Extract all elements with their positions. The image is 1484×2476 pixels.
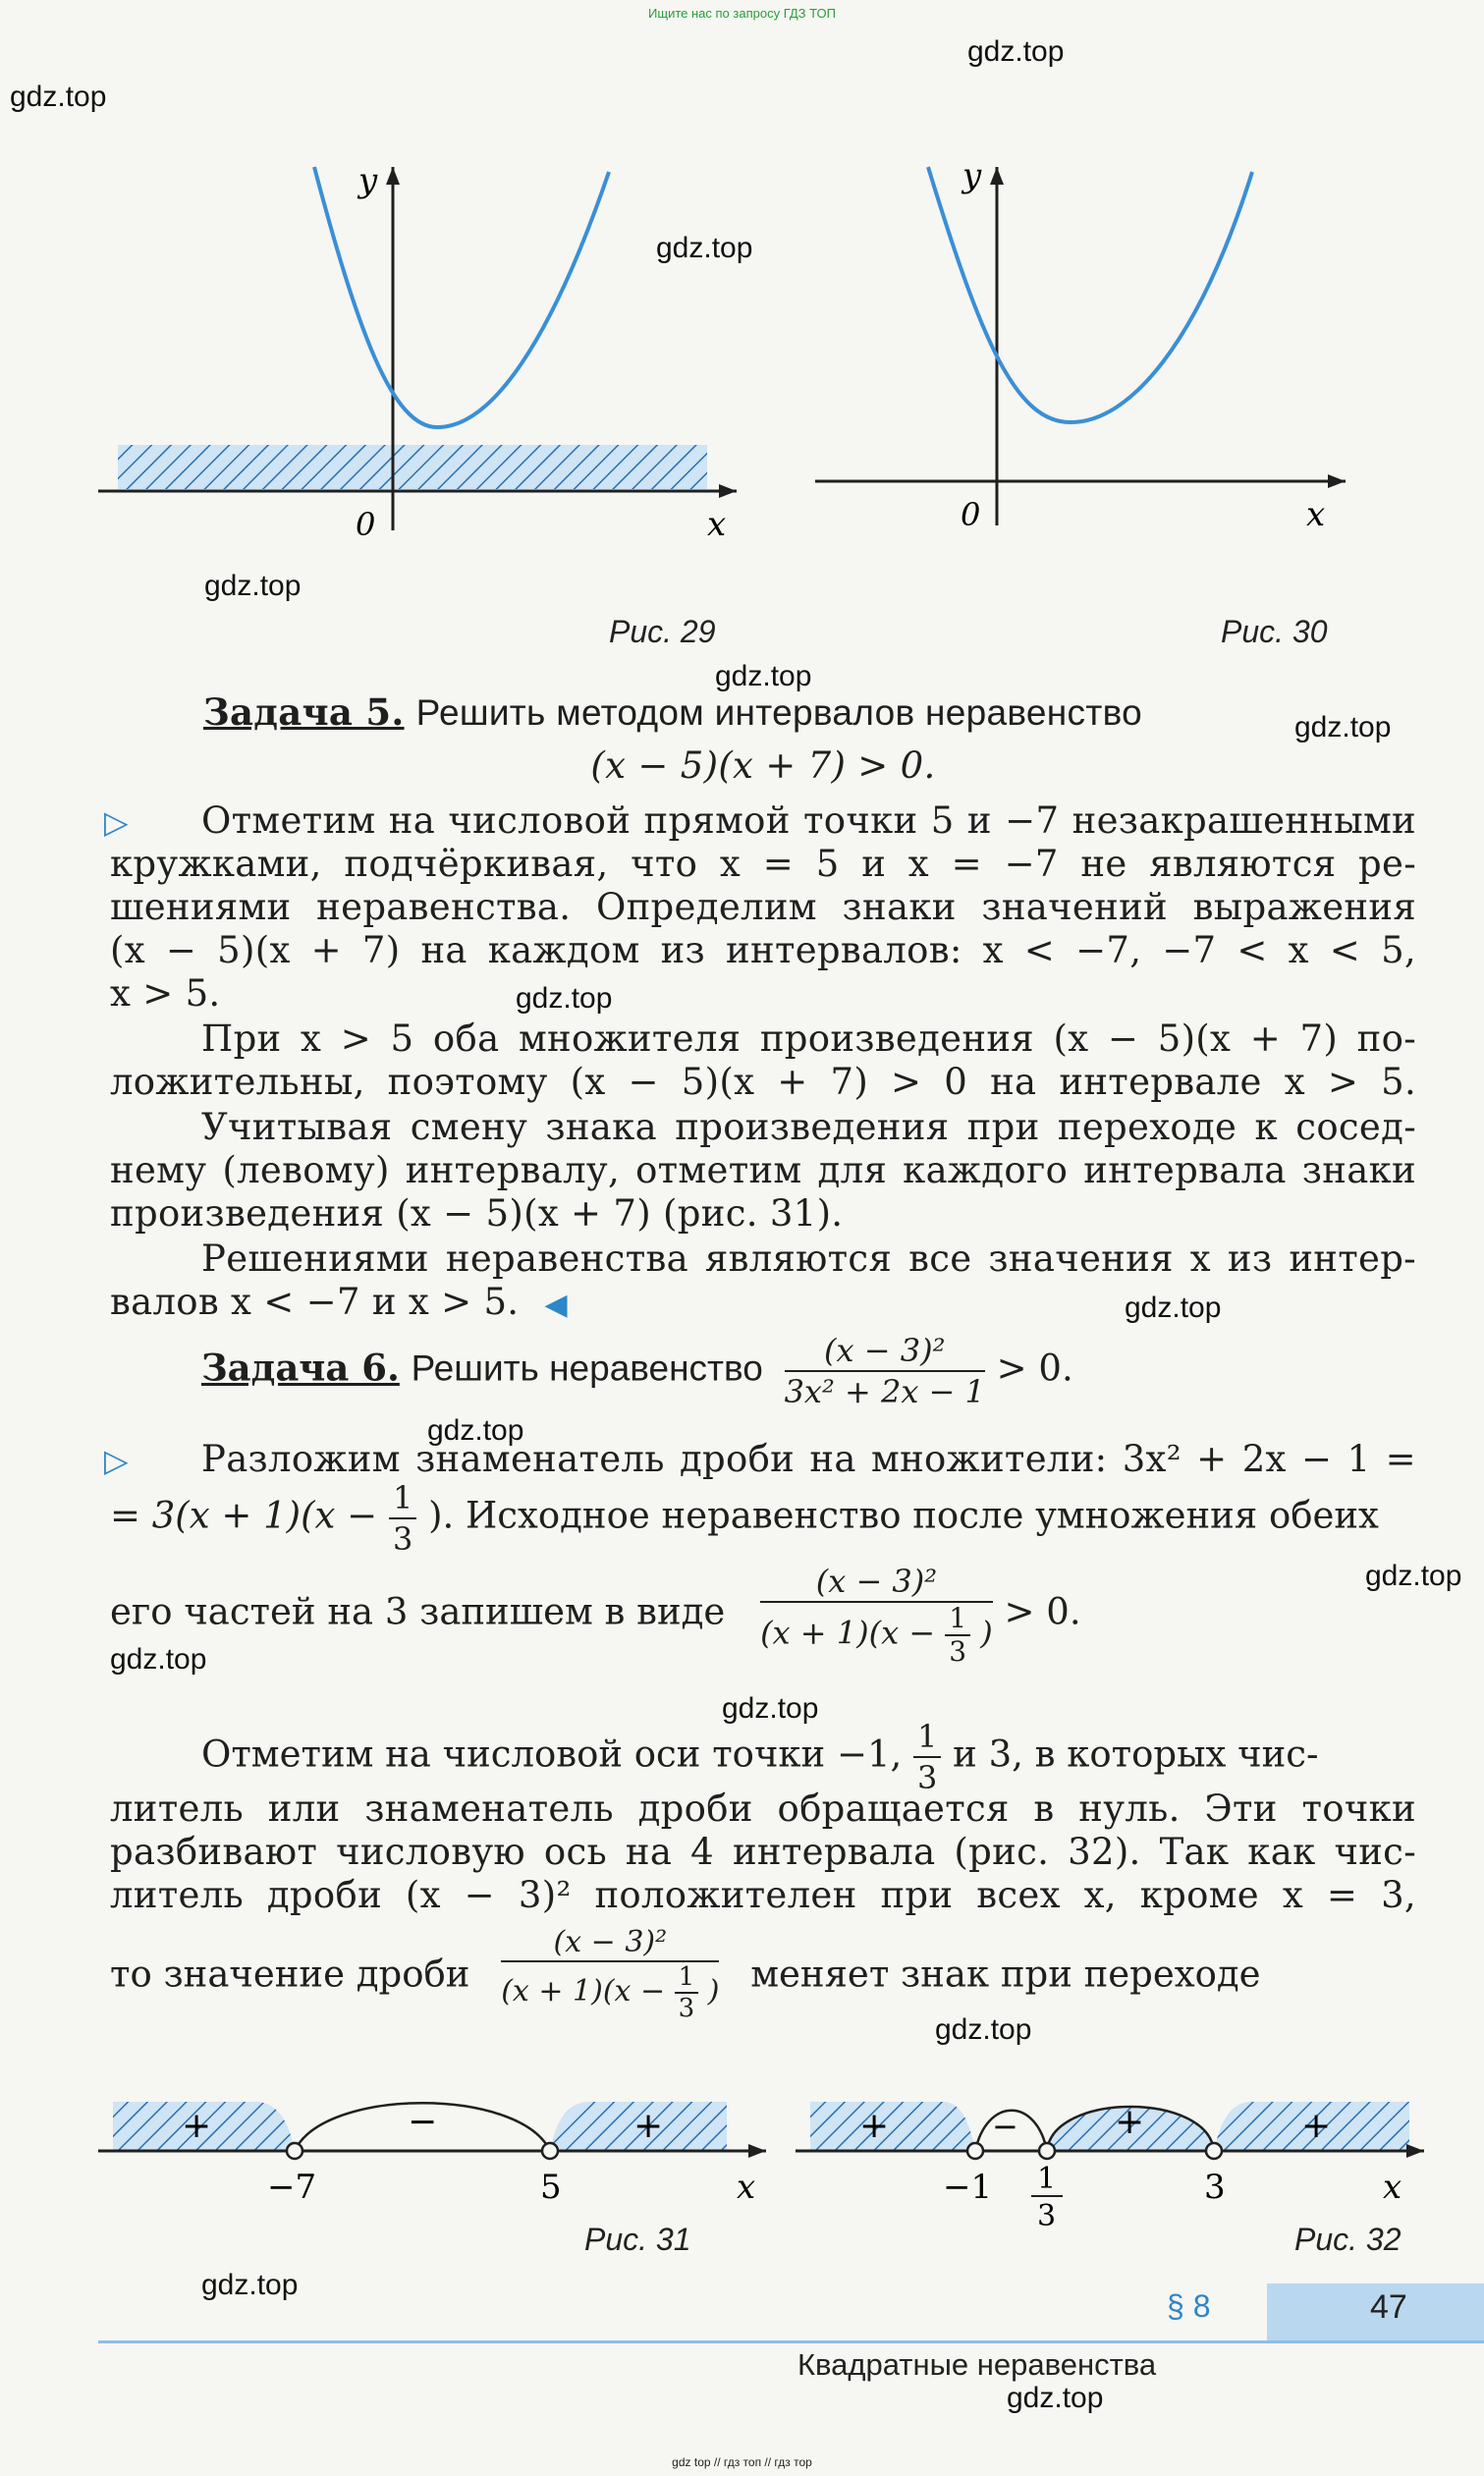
- solution-start-marker-icon: ▷: [104, 803, 129, 841]
- watermark: gdz.top: [204, 570, 302, 602]
- denominator-close: ): [707, 1974, 720, 2008]
- task5-line: Решениями неравенства являются все значения x из интер-: [201, 1238, 1416, 1280]
- task5-line: (x − 5)(x + 7) на каждом из интервалов: x < −7, −7 < x < 5,: [110, 929, 1416, 971]
- task6-tail: > 0.: [996, 1347, 1073, 1390]
- fraction-numerator: 1: [945, 1603, 970, 1636]
- fraction-denominator: 3: [392, 1520, 413, 1558]
- task5-line: кружками, подчёркивая, что x = 5 и x = −7 не являются ре-: [110, 843, 1416, 885]
- axis-x-label: x: [1383, 2168, 1402, 2207]
- fraction-numerator: (x − 3)²: [501, 1925, 719, 1962]
- watermark: gdz.top: [656, 232, 753, 264]
- axis-y-label: y: [358, 161, 378, 200]
- task6-points-line: [201, 1717, 1319, 1797]
- fraction-denominator: [501, 1962, 719, 2023]
- open-point: [287, 2143, 302, 2159]
- fraction-denominator: 3x² + 2x − 1: [784, 1373, 985, 1410]
- task5-line: произведения (x − 5)(x + 7) (рис. 31).: [110, 1192, 844, 1235]
- watermark: gdz.top: [110, 1643, 207, 1676]
- denominator-part: (x + 1)(x −: [501, 1974, 666, 2008]
- figure-32: [796, 2072, 1444, 2298]
- fig31-caption: Рис. 31: [584, 2222, 691, 2257]
- y-arrow-icon: [386, 167, 400, 185]
- x-arrow-icon: [1328, 474, 1346, 488]
- figure-30: [815, 147, 1463, 560]
- sign-label: +: [633, 2106, 664, 2146]
- fraction-numerator: 1: [1037, 2162, 1057, 2196]
- sign-label: +: [182, 2106, 212, 2146]
- watermark: gdz.top: [722, 1692, 819, 1725]
- sign-label: +: [1115, 2102, 1145, 2142]
- section-number: § 8: [1167, 2288, 1211, 2324]
- task5-line: ложительны, поэтому (x − 5)(x + 7) > 0 на интервале x > 5.: [110, 1061, 1416, 1103]
- task5-line: Учитывая смену знака произведения при переходе к сосед-: [201, 1106, 1416, 1148]
- parabola-curve: [314, 167, 609, 427]
- fraction-denominator: 3: [678, 1994, 695, 2023]
- task6-line: его частей на 3 запишем в виде: [110, 1590, 726, 1633]
- task6-fraction: [785, 1331, 985, 1411]
- point-label: −7: [267, 2168, 317, 2207]
- fraction-numerator: 1: [389, 1478, 416, 1519]
- top-banner: Ищите нас по запросу ГДЗ ТОП: [648, 6, 836, 21]
- x-arrow-icon: [719, 484, 737, 498]
- watermark: gdz.top: [516, 982, 613, 1015]
- factorization-tail: ). Исходное неравенство после умножения обеих: [428, 1494, 1379, 1537]
- task6-title: Задача 6.: [201, 1346, 400, 1390]
- denominator-part: (x + 1)(x −: [760, 1614, 936, 1652]
- watermark: gdz.top: [1007, 2382, 1104, 2414]
- one-third-fraction: [913, 1717, 941, 1797]
- fig29-caption: Рис. 29: [609, 614, 716, 649]
- task5-line: x > 5.: [110, 972, 221, 1015]
- x-arrow-icon: [748, 2144, 766, 2158]
- x-arrow-icon: [1406, 2144, 1424, 2158]
- fig32-caption: Рис. 32: [1294, 2222, 1402, 2257]
- sign-label: −: [408, 2102, 438, 2142]
- axis-x-label: x: [707, 505, 727, 544]
- page-number: 47: [1370, 2288, 1407, 2326]
- fraction-numerator: (x − 3)²: [760, 1562, 993, 1603]
- task5-line: Отметим на числовой прямой точки 5 и −7 незакрашенными: [201, 799, 1416, 842]
- watermark: gdz.top: [10, 81, 107, 113]
- watermark: gdz.top: [427, 1414, 524, 1447]
- rewritten-fraction: [760, 1562, 993, 1668]
- task6-rewritten-line: [110, 1562, 1081, 1668]
- open-point: [542, 2143, 558, 2159]
- watermark: gdz.top: [967, 35, 1065, 68]
- task6-line: литель дроби (x − 3)² положителен при всех x, кроме x = 3,: [110, 1874, 1416, 1916]
- task6-heading: [201, 1331, 1073, 1411]
- solution-start-marker-icon: ▷: [104, 1442, 129, 1479]
- last-line-b: меняет знак при переходе: [750, 1953, 1261, 1996]
- points-text-tail: и 3, в которых чис-: [953, 1733, 1319, 1776]
- fraction-denominator: 3: [917, 1759, 938, 1796]
- origin-label: 0: [961, 496, 981, 533]
- task5-line: нему (левому) интервалу, отметим для каждого интервала знаки: [110, 1149, 1416, 1191]
- task5-heading: [110, 690, 1416, 735]
- sign-label: +: [1301, 2106, 1332, 2146]
- watermark: gdz.top: [1294, 711, 1392, 743]
- watermark: gdz.top: [935, 2013, 1032, 2046]
- task6-line: литель или знаменатель дроби обращается в нуль. Эти точки: [110, 1788, 1416, 1830]
- origin-label: 0: [356, 506, 376, 543]
- hatch-pattern: [810, 2102, 975, 2151]
- denominator-close: ): [980, 1614, 993, 1652]
- figure-29: [98, 147, 746, 560]
- axis-x-label: x: [1306, 495, 1326, 534]
- axis-y-label: y: [962, 156, 982, 195]
- open-point: [967, 2143, 983, 2159]
- running-head: Квадратные неравенства: [797, 2347, 1157, 2382]
- task6-line: разбивают числовую ось на 4 интервала (рис. 32). Так как чис-: [110, 1831, 1416, 1873]
- bottom-banner: gdz top // гдз топ // гдз тор: [672, 2455, 812, 2469]
- watermark: gdz.top: [1365, 1560, 1462, 1592]
- solution-end-marker-icon: ◀: [544, 1288, 568, 1322]
- task5-line: шениями неравенства. Определим знаки значений выражения: [110, 886, 1416, 928]
- task6-factorization-line: [110, 1478, 1379, 1559]
- task5-last-line: [110, 1281, 1416, 1327]
- task5-title: Задача 5.: [203, 690, 405, 734]
- task6-statement: Решить неравенство: [411, 1348, 763, 1389]
- fraction-numerator: 1: [675, 1962, 699, 1994]
- task6-line: Разложим знаменатель дроби на множители: 3x² + 2x − 1 =: [201, 1438, 1416, 1480]
- fraction-numerator: (x − 3)²: [785, 1331, 985, 1372]
- fraction-numerator: 1: [913, 1717, 941, 1758]
- points-text: Отметим на числовой оси точки −1,: [201, 1733, 903, 1776]
- task5-line: При x > 5 оба множителя произведения (x − 5)(x + 7) по-: [201, 1018, 1416, 1060]
- watermark: gdz.top: [1125, 1292, 1222, 1324]
- point-label: 3: [1204, 2168, 1226, 2207]
- fraction-denominator: 3: [1037, 2199, 1057, 2233]
- task5-line: валов x < −7 и x > 5.: [110, 1281, 520, 1323]
- one-third-fraction: [945, 1603, 970, 1668]
- one-third-fraction: [675, 1962, 699, 2023]
- y-arrow-icon: [990, 167, 1004, 185]
- one-third-fraction: [389, 1478, 416, 1559]
- factorization: = 3(x + 1)(x −: [110, 1494, 378, 1537]
- footer-rule: [98, 2340, 1484, 2343]
- task5-statement: Решить методом интервалов неравенство: [415, 692, 1142, 733]
- parabola-curve: [928, 167, 1252, 422]
- task6-last-line: [110, 1925, 1416, 2023]
- watermark: gdz.top: [715, 660, 812, 692]
- point-label: 5: [540, 2168, 562, 2207]
- fraction-denominator: [760, 1603, 993, 1668]
- rewritten-tail: > 0.: [1004, 1590, 1081, 1633]
- fig30-caption: Рис. 30: [1221, 614, 1328, 649]
- open-point: [1206, 2143, 1222, 2159]
- axis-x-label: x: [737, 2168, 756, 2207]
- inline-fraction: [501, 1925, 719, 2023]
- sign-label: −: [992, 2108, 1018, 2145]
- sign-label: +: [859, 2106, 890, 2146]
- point-label: −1: [943, 2168, 993, 2207]
- fraction-denominator: 3: [949, 1635, 967, 1668]
- last-line-a: то значение дроби: [110, 1953, 470, 1996]
- hatch-pattern: [118, 445, 707, 489]
- open-point: [1039, 2143, 1055, 2159]
- watermark: gdz.top: [201, 2269, 299, 2301]
- task5-inequality: (x − 5)(x + 7) > 0.: [590, 744, 936, 787]
